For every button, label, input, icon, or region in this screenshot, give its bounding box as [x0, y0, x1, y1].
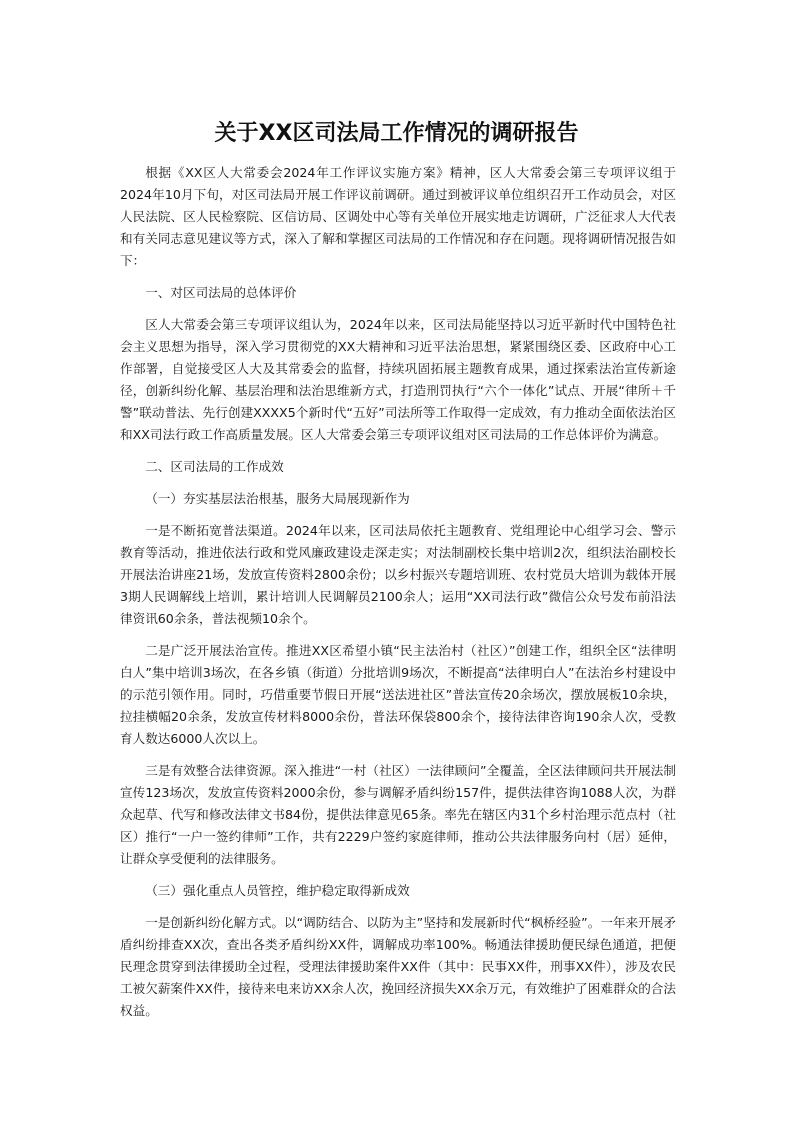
document-title: 关于XX区司法局工作情况的调研报告: [214, 121, 579, 146]
paragraph-legal-education-channels: 一是不断拓宽普法渠道。2024年以来，区司法局依托主题教育、党组理论中心组学习会、警示教育等活动，推进依法行政和党风廉政建设走深走实；对法制副校长集中培训2次，组织法治副校长开展法治讲座21场，发放宣传资料2800余份；以乡村振兴专题培训班、农村党员大培训为载体开展3期人民调解线上培训，累计培训人民调解员2100余人；运用“XX司法行政”微信公众号发布前沿法律资讯60余条，普法视频10余个。: [120, 523, 676, 626]
paragraph-legal-publicity: 二是广泛开展法治宣传。推进XX区希望小镇“民主法治村（社区）”创建工作，组织全区“法律明白人”集中培训3场次，在各乡镇（街道）分批培训9场次，不断提高“法律明白人”在法治乡村建设中的示范引领作用。同时，巧借重要节假日开展“送法进社区”普法宣传20余场次，摆放展板10余块，拉挂横幅20余条，发放宣传材料8000余份，普法环保袋800余个，接待法律咨询190余人次，受教育人数达6000人次以上。: [120, 643, 676, 746]
paragraph-overall-evaluation: 区人大常委会第三专项评议组认为，2024年以来，区司法局能坚持以习近平新时代中国特色社会主义思想为指导，深入学习贯彻党的XX大精神和习近平法治思想，紧紧围绕区委、区政府中心工作部署，自觉接受区人大及其常委会的监督，持续巩固拓展主题教育成果，通过探索法治宣传新途径，创新纠纷化解、基层治理和法治思维新方式，打造刑罚执行“六个一体化”试点、开展“律所＋千警”联动普法、先行创建XXXX5个新时代“五好”司法所等工作取得一定成效，有力推动全面依法治区和XX司法行政工作高质量发展。区人大常委会第三专项评议组对区司法局的工作总体评价为满意。: [120, 317, 676, 442]
paragraph-intro: 根据《XX区人大常委会2024年工作评议实施方案》精神，区人大常委会第三专项评议组于2024年10月下旬，对区司法局开展工作评议前调研。通过到被评议单位组织召开工作动员会，对区人民法院、区人民检察院、区信访局、区调处中心等有关单位开展实地走访调研，广泛征求人大代表和有关同志意见建议等方式，深入了解和掌握区司法局的工作情况和存在问题。现将调研情况报告如下：: [120, 165, 676, 268]
section-heading-overall-evaluation: 一、对区司法局的总体评价: [145, 285, 297, 300]
section-heading-work-results: 二、区司法局的工作成效: [145, 459, 284, 474]
subsection-heading-key-personnel-control: （三）强化重点人员管控，维护稳定取得新成效: [145, 883, 410, 898]
paragraph-dispute-resolution: 一是创新纠纷化解方式。以“调防结合、以防为主”坚持和发展新时代“枫桥经验”。一年来开展矛盾纠纷排查XX次，查出各类矛盾纠纷XX件，调解成功率100%。畅通法律援助便民绿色通道，把便民理念贯穿到法律援助全过程，受理法律援助案件XX件（其中：民事XX件，刑事XX件），涉及农民工被欠薪案件XX件，接待来电来访XX余人次，挽回经济损失XX余万元，有效维护了困难群众的合法权益。: [120, 915, 676, 1018]
paragraph-legal-resources: 三是有效整合法律资源。深入推进“一村（社区）一法律顾问”全覆盖，全区法律顾问共开展法制宣传123场次，发放宣传资料2000余份，参与调解矛盾纠纷157件，提供法律咨询1088人次，为群众起草、代写和修改法律文书84份，提供法律意见65条。率先在辖区内31个乡村治理示范点村（社区）推行“一户一签约律师”工作，共有2229户签约家庭律师，推动公共法律服务向村（居）延伸，让群众享受便利的法律服务。: [120, 763, 676, 866]
subsection-heading-grassroots-rule-of-law: （一）夯实基层法治根基，服务大局展现新作为: [145, 491, 410, 506]
document-body: [120, 162, 676, 1032]
